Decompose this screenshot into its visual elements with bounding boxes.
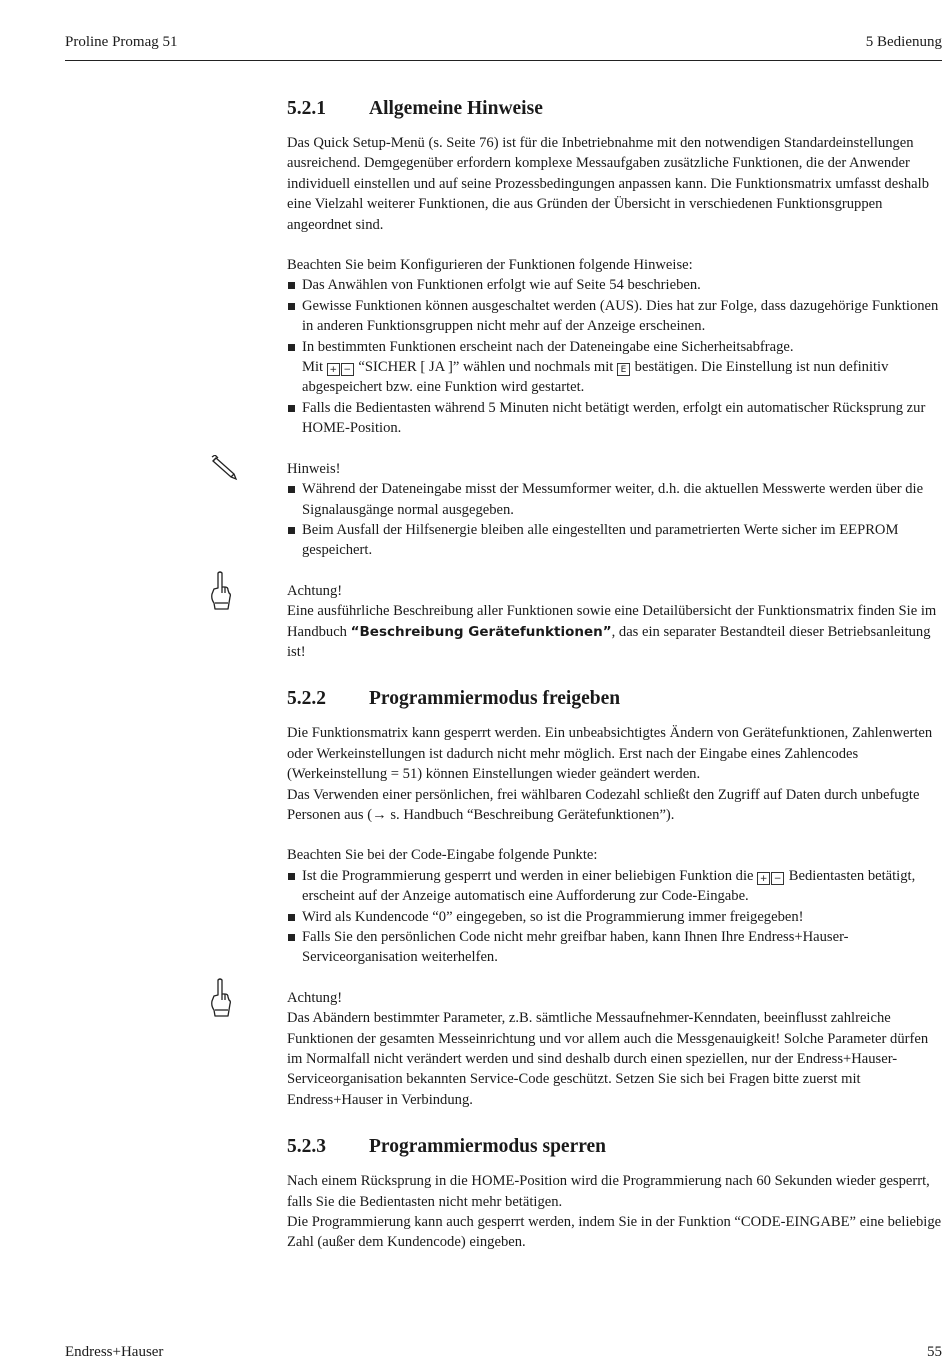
footer-company: Endress+Hauser <box>65 1344 164 1360</box>
paragraph: Die Funktionsmatrix kann gesperrt werden. Ein unbeabsichtigtes Ändern von Gerätefunktionen, Zahlenwerten oder Werkeinstellungen ist dadurch nicht mehr möglich. Erst nach der Eingabe eines Zahlencodes (Werkeinstellung = 51) können Einstellungen wieder geändert werden. <box>287 725 933 783</box>
list-item: Während der Dateneingabe misst der Messumformer weiter, d.h. die aktuellen Messwerte werden über die Signalausgänge normal ausgegeben. <box>287 479 943 520</box>
paragraph: Das Quick Setup-Menü (s. Seite 76) ist für die Inbetriebnahme mit den notwendigen Standardeinstellungen ausreichend. Demgegenüber erfordern komplexe Messaufgaben zusätzliche Funktionen, die der Anwender individuell einstellen und auf seine Prozessbedingungen anpassen kann. Die Funktionsmatrix umfasst deshalb eine Vielzahl weiterer Funktionen, die aus Gründen der Übersicht in verschiedenen Funktionsgruppen angeordnet sind. <box>287 135 930 233</box>
plus-minus-keys <box>327 359 355 375</box>
list-item <box>287 866 943 907</box>
plus-key-icon: + <box>757 872 770 885</box>
caution-title: Achtung! <box>287 989 343 1006</box>
header-product-title: Proline Promag 51 <box>65 34 178 50</box>
minus-key-icon: − <box>771 872 784 885</box>
list-lead: Beachten Sie beim Konfigurieren der Funktionen folgende Hinweise: <box>287 257 693 274</box>
paragraph: Nach einem Rücksprung in die HOME-Position wird die Programmierung nach 60 Sekunden wieder gesperrt, falls Sie die Bedientasten nicht mehr betätigen. <box>287 1173 930 1210</box>
note-list <box>287 479 943 561</box>
section-heading <box>287 95 943 123</box>
list-item-text: Mit <box>302 359 324 376</box>
bullet-list <box>287 866 943 968</box>
section-number: 5.2.2 <box>287 688 326 710</box>
caution-text <box>287 601 943 662</box>
bullet-list <box>287 275 943 438</box>
note-title: Hinweis! <box>287 460 341 477</box>
caution-block <box>287 581 943 663</box>
paragraph: Das Verwenden einer persönlichen, frei wählbaren Codezahl schließt den Zugriff auf Daten durch unbefugte Personen aus (→ s. Handbuch “Beschreibung Gerätefunktionen”). <box>287 786 920 823</box>
caution-title: Achtung! <box>287 582 343 599</box>
paragraph: Die Programmierung kann auch gesperrt werden, indem Sie in der Funktion “CODE-EINGABE” eine beliebige Zahl (außer dem Kundencode) eingeben. <box>287 1214 942 1251</box>
section-title: Programmiermodus sperren <box>369 1136 607 1158</box>
list-item: Falls Sie den persönlichen Code nicht mehr greifbar haben, kann Ihnen Ihre Endress+Hauser-Serviceorganisation weiterhelfen. <box>287 927 943 968</box>
page-number: 55 <box>927 1344 942 1360</box>
section-number: 5.2.1 <box>287 98 326 119</box>
caution-text: Das Abändern bestimmter Parameter, z.B. sämtliche Messaufnehmer-Kenndaten, beeinflusst zahlreiche Funktionen der gesamten Messeinrichtung und vor allem auch die Messgenauigkeit! Solche Parameter dürfen im Normalfall nicht verändert werden und sind deshalb durch einen speziellen, nur der Endress+Hauser-Serviceorganisation bekannten Service-Code geschützt. Setzen Sie sich bei Fragen bitte zuerst mit Endress+Hauser in Verbindung. <box>287 1010 929 1108</box>
list-lead: Beachten Sie bei der Code-Eingabe folgende Punkte: <box>287 847 598 864</box>
header-divider <box>65 60 942 61</box>
caution-block <box>287 988 943 1110</box>
note-block <box>287 459 943 561</box>
caution-text-part: Eine ausführliche Beschreibung aller Funktionen sowie eine Detailübersicht der Funktionsmatrix finden Sie im Handbuch <box>287 603 937 640</box>
section-general-notes <box>287 95 943 662</box>
plus-key-icon: + <box>327 363 340 376</box>
list-item-text: bestätigen. Die Einstellung ist nun definitiv abgespeichert bzw. eine Funktion wird gestartet. <box>302 359 889 396</box>
caution-text-part: , das ein separater Bestandteil dieser Betriebsanleitung ist! <box>287 623 931 660</box>
list-item: Gewisse Funktionen können ausgeschaltet werden (AUS). Dies hat zur Folge, dass dazugehörige Funktionen in anderen Funktionsgruppen nicht mehr auf der Anzeige erscheinen. <box>287 296 943 337</box>
header-chapter-title: 5 Bedienung <box>865 34 942 50</box>
section-heading <box>287 1133 943 1161</box>
list-item: Falls die Bedientasten während 5 Minuten nicht betätigt werden, erfolgt ein automatischer Rücksprung zur HOME-Position. <box>287 398 943 439</box>
list-item-text: In bestimmten Funktionen erscheint nach der Dateneingabe eine Sicherheitsabfrage. <box>302 338 794 355</box>
pointing-hand-caution-icon <box>209 571 233 611</box>
list-item: Wird als Kundencode “0” eingegeben, so ist die Programmierung immer freigegeben! <box>287 907 943 927</box>
section-enable-programming <box>287 685 943 1110</box>
section-title: Programmiermodus freigeben <box>369 688 621 710</box>
list-item <box>287 337 943 398</box>
pencil-note-icon <box>209 455 241 483</box>
list-item-text: Ist die Programmierung gesperrt und werden in einer beliebigen Funktion die <box>302 867 754 884</box>
list-item-text: Bedientasten betätigt, erscheint auf der Anzeige automatisch eine Aufforderung zur Code-Eingabe. <box>302 867 916 905</box>
pointing-hand-caution-icon <box>209 978 233 1018</box>
page-content <box>287 95 943 1253</box>
section-heading <box>287 685 943 713</box>
enter-key-icon: E <box>617 363 630 376</box>
minus-key-icon: − <box>341 363 354 376</box>
section-lock-programming <box>287 1133 943 1253</box>
section-number: 5.2.3 <box>287 1136 326 1158</box>
list-item: Das Anwählen von Funktionen erfolgt wie auf Seite 54 beschrieben. <box>287 275 943 295</box>
plus-minus-keys <box>757 868 785 884</box>
list-item: Beim Ausfall der Hilfsenergie bleiben alle eingestellten und parametrierten Werte sicher im EEPROM gespeichert. <box>287 520 943 561</box>
manual-reference: “Beschreibung Gerätefunktionen” <box>350 623 612 640</box>
section-title: Allgemeine Hinweise <box>369 98 543 119</box>
list-item-text: “SICHER [ JA ]” wählen und nochmals mit <box>358 359 614 376</box>
